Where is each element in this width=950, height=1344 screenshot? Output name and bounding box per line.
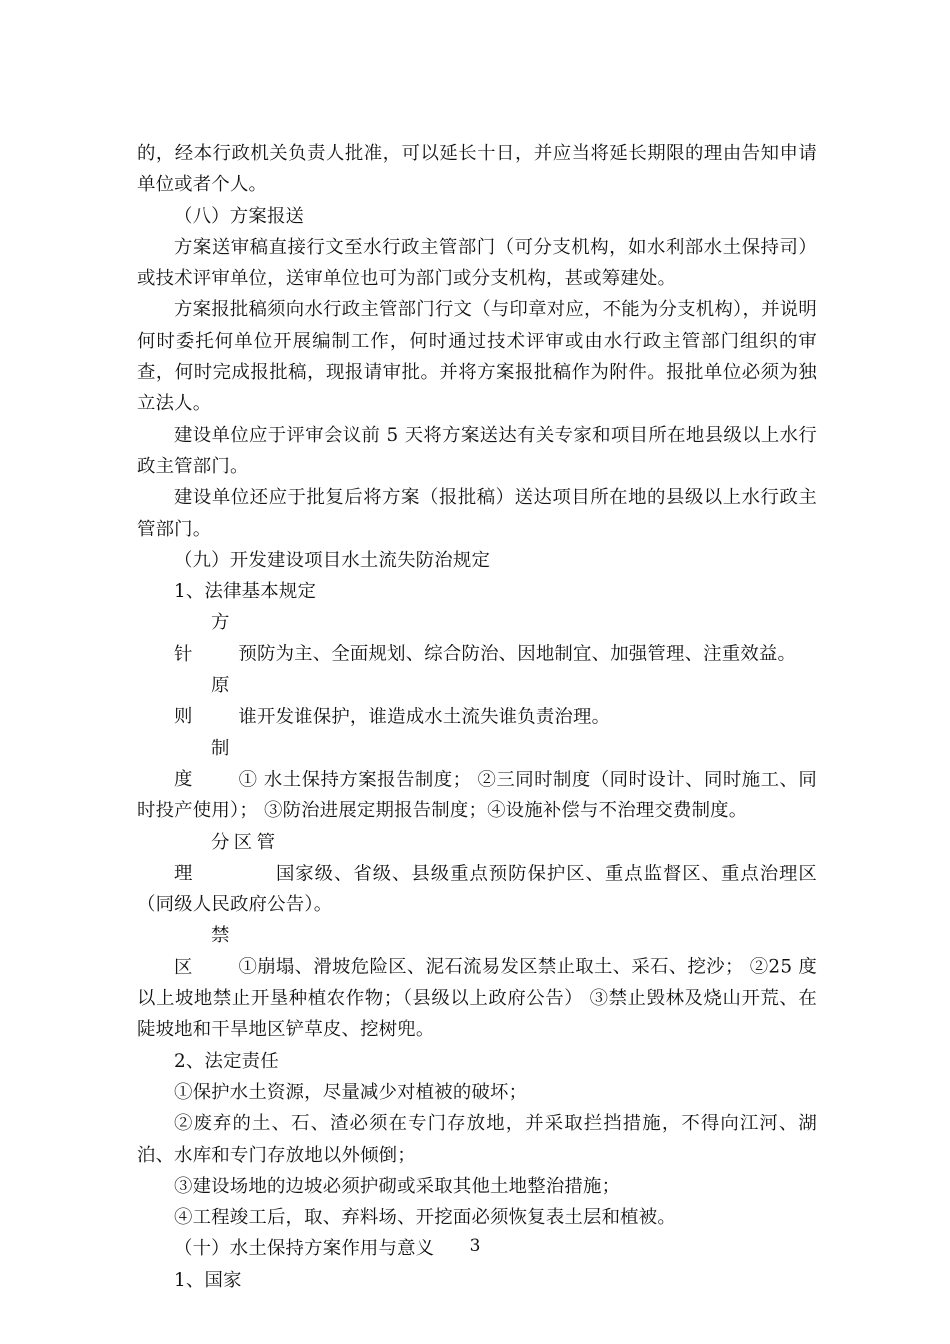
definition-term: 分区管理 <box>174 831 276 884</box>
paragraph: 建设单位应于评审会议前 5 天将方案送达有关专家和项目所在地县级以上水行政主管部门。 <box>137 424 817 477</box>
definition-text: ①崩塌、滑坡危险区、泥石流易发区禁止取土、采石、挖沙； ②25 度以上坡地禁止开垦种植农作物；（县级以上政府公告） ③禁止毁林及烧山开荒、在陡坡地和干旱地区铲草皮、挖树兜。 <box>137 956 817 1041</box>
subsection-heading: 2、法定责任 <box>174 1050 279 1072</box>
list-item: ②废弃的土、石、渣必须在专门存放地，并采取拦挡措施，不得向江河、湖泊、水库和专门存放地以外倾倒； <box>137 1113 817 1166</box>
definition-text: 国家级、省级、县级重点预防保护区、重点监督区、重点治理区（同级人民政府公告）。 <box>137 862 817 916</box>
definition-item <box>137 920 817 1045</box>
list-item: ①保护水土资源，尽量减少对植被的破坏； <box>174 1081 528 1103</box>
definition-item <box>137 670 817 733</box>
definition-term: 原 则 <box>174 675 267 728</box>
definition-text: 预防为主、全面规划、综合防治、因地制宜、加强管理、注重效益。 <box>238 643 797 665</box>
section-heading: （九）开发建设项目水土流失防治规定 <box>174 549 491 571</box>
subsection-heading: 1、法律基本规定 <box>174 581 317 603</box>
paragraph: 的，经本行政机关负责人批准，可以延长十日，并应当将延长期限的理由告知申请单位或者个人。 <box>137 143 817 196</box>
paragraph: 建设单位还应于批复后将方案（报批稿）送达项目所在地的县级以上水行政主管部门。 <box>137 487 817 540</box>
list-item: ④工程竣工后，取、弃料场、开挖面必须恢复表土层和植被。 <box>174 1207 676 1229</box>
definition-term: 方 针 <box>174 612 267 665</box>
definition-text: ① 水土保持方案报告制度； ②三同时制度（同时设计、同时施工、同时投产使用）； ③防治进展定期报告制度；④设施补偿与不治理交费制度。 <box>137 768 817 822</box>
definition-term: 禁 区 <box>174 925 267 978</box>
list-item: ③建设场地的边坡必须护砌或采取其他土地整治措施； <box>174 1175 621 1197</box>
definition-item <box>137 607 817 670</box>
paragraph: 方案报批稿须向水行政主管部门行文（与印章对应，不能为分支机构），并说明何时委托何单位开展编制工作，何时通过技术评审或由水行政主管部门组织的审查，何时完成报批稿，现报请审批。并将方案报批稿作为附件。报批单位必须为独立法人。 <box>137 299 817 415</box>
section-heading: （十）水土保持方案作用与意义 <box>174 1238 435 1260</box>
definition-item <box>137 827 817 921</box>
page-number: 3 <box>469 1236 481 1256</box>
subsection-heading: 1、国家 <box>174 1269 242 1291</box>
definition-term: 制 度 <box>174 737 267 790</box>
document-body <box>137 138 817 1296</box>
definition-text: 谁开发谁保护，谁造成水土流失谁负责治理。 <box>238 706 611 728</box>
definition-item <box>137 733 817 827</box>
paragraph: 方案送审稿直接行文至水行政主管部门（可分支机构，如水利部水土保持司）或技术评审单位，送审单位也可为部门或分支机构，甚或筹建处。 <box>137 236 817 290</box>
section-heading: （八）方案报送 <box>174 205 305 227</box>
